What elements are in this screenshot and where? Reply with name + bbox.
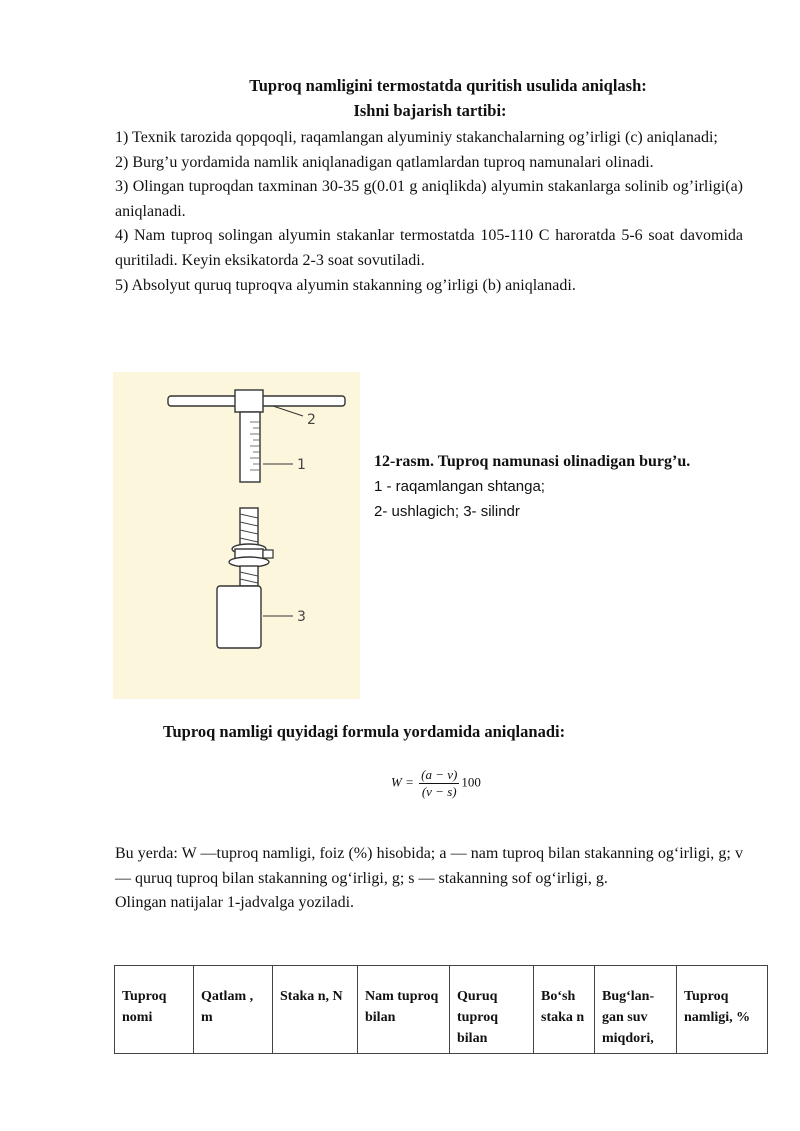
caption-title: 12-rasm. Tuproq namunasi olinadigan burg’u. — [374, 453, 691, 470]
explanation-paragraph: Olingan natijalar 1-jadvalga yoziladi. — [115, 894, 355, 912]
step-item: 4) Nam tuproq solingan alyumin stakanlar termostatda 105-110 C haroratda 5-6 soat davomida quritiladi. Keyin eksikatorda 2-3 soat sovutiladi. — [115, 227, 743, 269]
procedure-steps — [115, 126, 743, 298]
table-header-cell: Tuproq nomi — [115, 966, 194, 1054]
table-header-cell: Qatlam , m — [194, 966, 273, 1054]
soil-auger-figure — [113, 372, 360, 699]
page-title: Tuproq namligini termostatda quritish usulida aniqlash: — [249, 76, 647, 95]
formula-lhs: W = — [391, 774, 414, 790]
table-header-row — [115, 966, 768, 1054]
figure-caption — [374, 449, 743, 524]
page-subtitle: Ishni bajarish tartibi: — [353, 101, 507, 120]
step-item: 5) Absolyut quruq tuproqva alyumin stakanning og’irligi (b) aniqlanadi. — [115, 276, 576, 294]
formula-numerator: (a − v) — [421, 767, 458, 782]
formula-heading: Tuproq namligi quyidagi formula yordamida aniqlanadi: — [163, 722, 566, 741]
formula-coefficient: 100 — [461, 774, 481, 790]
formula-denominator: (v − s) — [421, 784, 457, 799]
step-item: 2) Burg’u yordamida namlik aniqlanadigan qatlamlardan tuproq namunalari olinadi. — [115, 153, 654, 171]
results-table — [114, 965, 768, 1054]
table-header-cell: Bug‘lan-gan suv miqdori, — [595, 966, 677, 1054]
table-header-cell: Nam tuproq bilan — [358, 966, 450, 1054]
table-header-cell: Tuproq namligi, % — [677, 966, 768, 1054]
table-header-cell: Staka n, N — [273, 966, 358, 1054]
table-header-cell: Quruq tuproq bilan — [450, 966, 534, 1054]
step-item: 3) Olingan tuproqdan taxminan 30-35 g(0.01 g aniqlikda) alyumin stakanlarga solinib og’irligi(a) aniqlanadi. — [115, 178, 743, 220]
caption-line: 1 - raqamlangan shtanga; — [374, 478, 545, 495]
auger-drawing — [113, 372, 360, 699]
step-item: 1) Texnik tarozida qopqoqli, raqamlangan alyuminiy stakanchalarning og’irligi (c) aniqlanadi; — [115, 129, 718, 146]
caption-line: 2- ushlagich; 3- silindr — [374, 503, 520, 520]
table-header-cell: Bo‘sh staka n — [534, 966, 595, 1054]
formula-fraction — [419, 767, 459, 800]
explanation-paragraph: Bu yerda: W —tuproq namligi, foiz (%) hisobida; a — nam tuproq bilan stakanning og‘irligi, g; v — quruq tuproq bilan stakanning og‘irligi, g; s — stakanning sof og‘irligi, g. — [115, 845, 743, 887]
moisture-formula — [391, 767, 481, 800]
label-part-3: 3 — [297, 609, 306, 625]
label-part-2: 2 — [307, 412, 316, 428]
label-part-1: 1 — [297, 457, 306, 473]
formula-explanation — [115, 842, 743, 916]
